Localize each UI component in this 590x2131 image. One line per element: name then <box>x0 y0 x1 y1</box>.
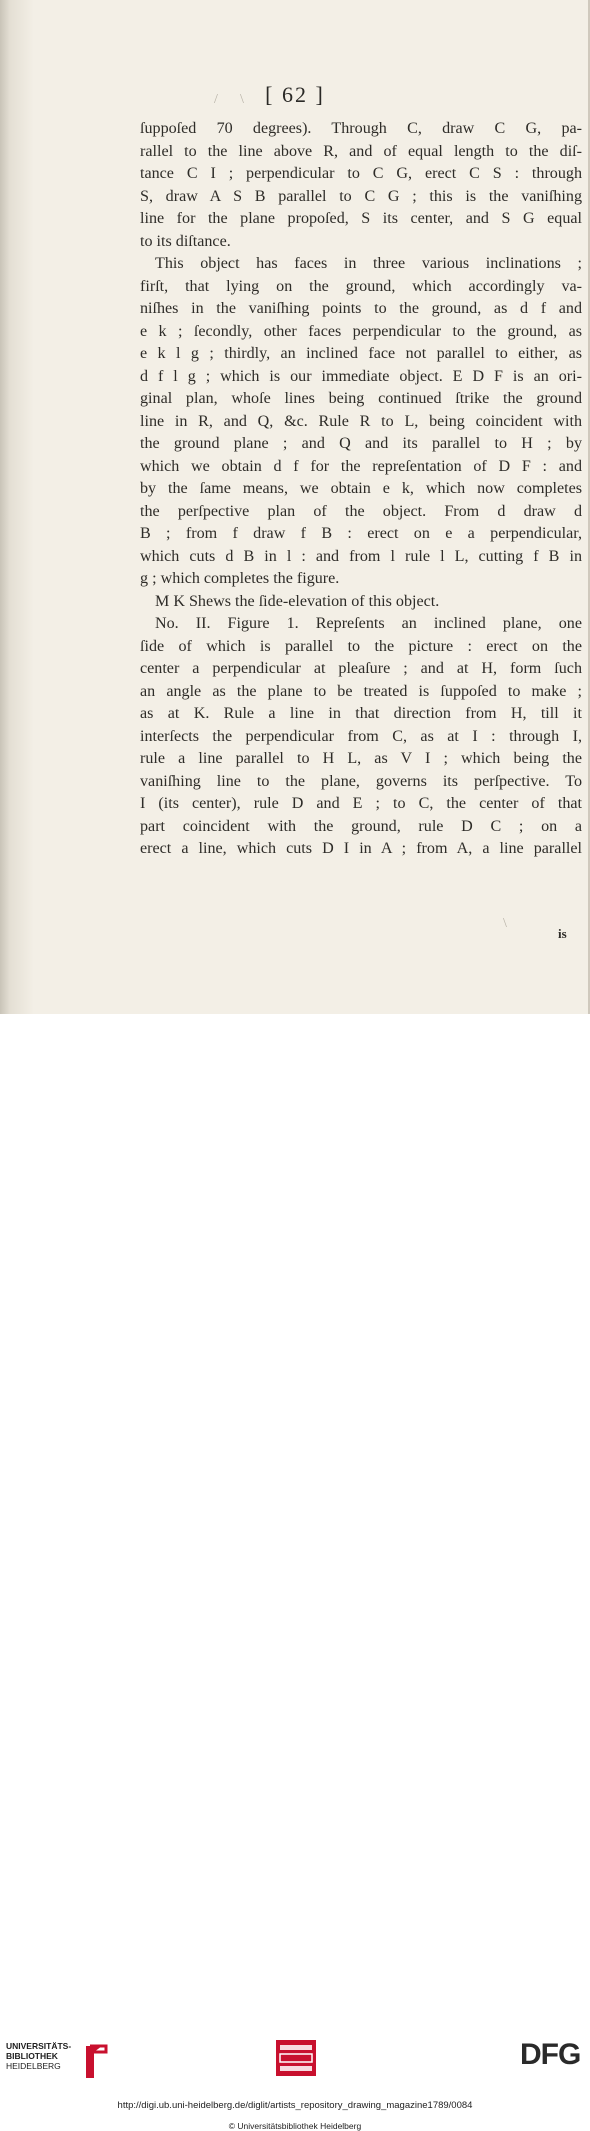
spine-shadow <box>0 0 34 1014</box>
text-line: I (its center), rule D and E ; to C, the center of that <box>140 795 582 812</box>
text-line: ginal plan, whoſe lines being continued ſtrike the ground <box>140 390 582 407</box>
heidelberg-digital-logo <box>276 2040 316 2076</box>
text-line: ſuppoſed 70 degrees). Through C, draw C G, pa- <box>140 120 582 137</box>
university-library-name <box>6 2041 71 2071</box>
text-line: ſide of which is parallel to the picture : erect on the <box>140 637 582 655</box>
text-line: e k ; ſecondly, other faces perpendicular to the ground, as <box>140 322 582 340</box>
text-line: d f l g ; which is our immediate object. E D F is an ori- <box>140 367 582 385</box>
text-line: M K Shews the ſide-elevation of this object. <box>155 592 440 610</box>
text-line: rallel to the line above R, and of equal length to the diſ- <box>140 142 582 160</box>
text-line: vaniſhing line to the plane, governs its perſpective. To <box>140 772 582 790</box>
text-line: e k l g ; thirdly, an inclined face not parallel to either, as <box>140 345 582 362</box>
page-number: [ 62 ] <box>265 82 325 107</box>
text-line: an angle as the plane to be treated is ſuppoſed to make ; <box>140 682 582 700</box>
text-line: the ground plane ; and Q and its parallel to H ; by <box>140 435 582 452</box>
text-line: S, draw A S B parallel to C G ; this is the vaniſhing <box>140 187 582 205</box>
text-line: No. II. Figure 1. Repreſents an inclined plane, one <box>155 615 582 632</box>
stray-mark: \ <box>240 92 244 107</box>
text-line: tance C I ; perpendicular to C G, erect C S : through <box>140 165 582 182</box>
scanned-page <box>0 0 590 1014</box>
text-line: B ; from f draw f B : erect on e a perpendicular, <box>140 525 582 542</box>
text-line: line for the plane propoſed, S its center, and S G equal <box>140 210 582 227</box>
text-line: center a perpendicular at pleaſure ; and at H, form ſuch <box>140 660 582 677</box>
text-line: which we obtain d f for the repreſentation of D F : and <box>140 457 582 475</box>
stray-mark: / <box>214 92 218 107</box>
uni-line1: UNIVERSITÄTS- <box>6 2041 72 2051</box>
copyright-notice: © Universitätsbibliothek Heidelberg <box>228 2121 362 2131</box>
text-line: This object has faces in three various inclinations ; <box>155 255 582 272</box>
text-line: line in R, and Q, &c. Rule R to L, being coincident with <box>140 412 582 430</box>
text-line: which cuts d B in l : and from l rule l L, cutting f B in <box>140 547 582 565</box>
text-line: to its diſtance. <box>140 232 231 250</box>
stray-mark: \ <box>503 916 507 931</box>
text-line: part coincident with the ground, rule D C ; on a <box>140 817 582 835</box>
body-text <box>140 118 582 861</box>
catchword: is <box>558 926 567 941</box>
text-line: by the ſame means, we obtain e k, which now completes <box>140 480 582 497</box>
uni-line3: HEIDELBERG <box>6 2061 61 2071</box>
text-line: erect a line, which cuts D I in A ; from A, a line parallel <box>140 840 582 857</box>
text-line: as at K. Rule a line in that direction from H, till it <box>140 705 582 722</box>
footer <box>0 1014 590 2131</box>
seal-icon <box>276 2040 316 2076</box>
uni-line2: BIBLIOTHEK <box>6 2051 58 2061</box>
text-line: firſt, that lying on the ground, which accordingly va- <box>140 277 582 295</box>
dfg-logo: DFG <box>520 2038 581 2071</box>
text-line: niſhes in the vaniſhing points to the ground, as d f and <box>140 300 582 317</box>
text-line: the perſpective plan of the object. From d draw d <box>140 502 582 520</box>
permalink[interactable]: http://digi.ub.uni-heidelberg.de/diglit/artists_repository_drawing_magazine1789/0084 <box>117 2100 473 2111</box>
text-line: rule a line parallel to H L, as V I ; which being the <box>140 750 582 767</box>
text-line: g ; which completes the figure. <box>140 570 340 587</box>
text-line: interſects the perpendicular from C, as at I : through I, <box>140 727 582 745</box>
